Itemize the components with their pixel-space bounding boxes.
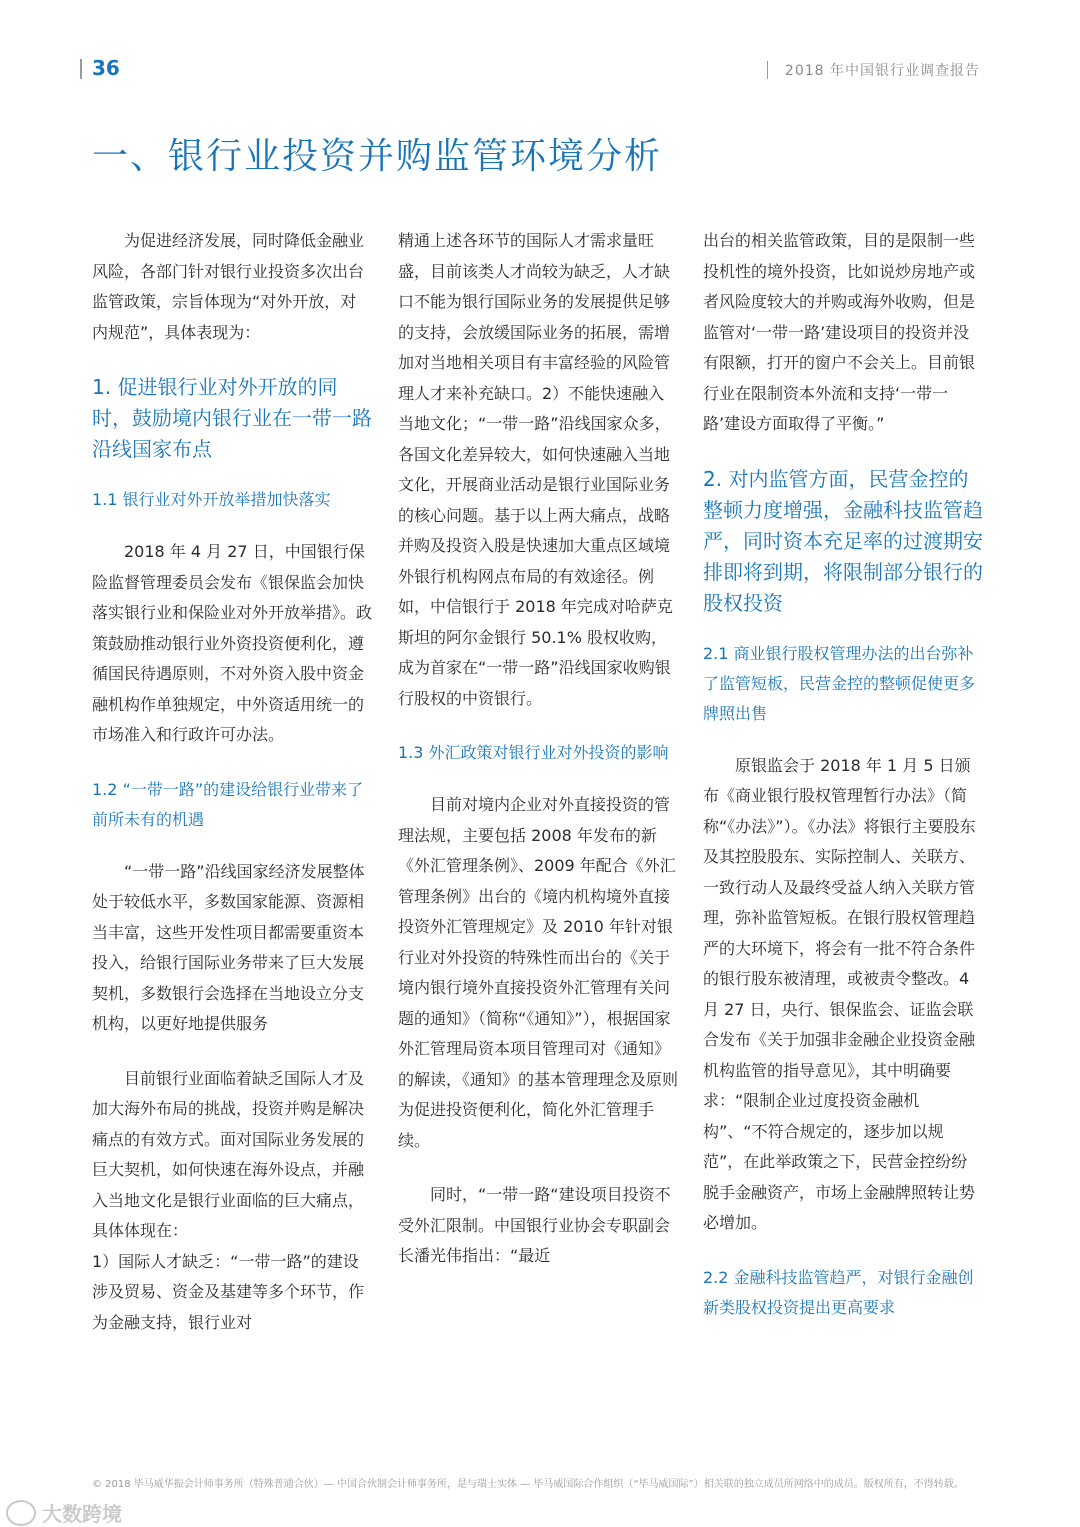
- paragraph: 为促进经济发展，同时降低金融业风险，各部门针对银行业投资多次出台监管政策，宗旨体现为“对外开放，对内规范”，具体表现为：: [92, 231, 365, 342]
- subsection-heading: 1.3 外汇政策对银行业对外投资的影响: [398, 743, 669, 762]
- paragraph: 1）国际人才缺乏：“一带一路”的建设涉及贸易、资金及基建等多个环节，作为金融支持，银行业对: [92, 1251, 365, 1332]
- subsection-heading: 1.1 银行业对外开放举措加快落实: [92, 490, 331, 509]
- subsection-heading: 2.1 商业银行股权管理办法的出台弥补了监管短板，民营金控的整顿促使更多牌照出售: [703, 643, 976, 723]
- subsection-heading: 2.2 金融科技监管趋严，对银行金融创新类股权投资提出更高要求: [703, 1267, 974, 1317]
- paragraph: 精通上述各环节的国际人才需求量旺盛，目前该类人才尚较为缺乏，人才缺口不能为银行国际业务的发展提供足够的支持，会放缓国际业务的拓展，需增加对当地相关项目有丰富经验的风险管理人才来补充缺口。2）不能快速融入当地文化；“一带一路”沿线国家众多，各国文化差异较大，如何快速融入当地文化，开展商业活动是银行业国际业务的核心问题。基于以上两大痛点，战略并购及投资入股是快速加大重点区域境外银行机构网点布局的有效途径。例如，中信银行于 2018 年完成对哈萨克斯坦的阿尔金银行 50.1% 股权收购，成为首家在“一带一路”沿线国家收购银行股权的中资银行。: [398, 231, 673, 708]
- page-number: 36: [92, 56, 120, 80]
- logo-icon: [6, 1500, 36, 1526]
- paragraph: 2018 年 4 月 27 日，中国银行保险监督管理委员会发布《银保监会加快落实银行业和保险业对外开放举措》。政策鼓励推动银行业外资投资便利化，遵循国民待遇原则，不对外资入股中资金融机构作单独规定，中外资适用统一的市场准入和行政许可办法。: [92, 542, 373, 744]
- column-middle: [398, 226, 678, 1296]
- watermark: [6, 1498, 122, 1527]
- subsection-heading: 1.2 “一带一路”的建设给银行业带来了前所未有的机遇: [92, 779, 364, 829]
- column-left: [92, 226, 372, 1362]
- watermark-text: 大数跨境: [42, 1502, 122, 1526]
- page-title: 一、银行业投资并购监管环境分析: [92, 136, 663, 177]
- paragraph: 出台的相关监管政策，目的是限制一些投机性的境外投资，比如说炒房地产或者风险度较大的并购或海外收购，但是监管对‘一带一路’建设项目的投资并没有限额，打开的窗户不会关上。目前银行业在限制资本外流和支持‘一带一路’建设方面取得了平衡。”: [703, 231, 976, 433]
- section-heading: 1. 促进银行业对外开放的同时，鼓励境内银行业在一带一路沿线国家布点: [92, 375, 372, 461]
- copyright-footer: © 2018 毕马威华振会计师事务所（特殊普通合伙）— 中国合伙制会计师事务所，是与瑞士实体 — 毕马威国际合作组织（“毕马威国际”）相关联的独立成员所网络中的成员。版权所有，不得转载。: [92, 1479, 964, 1490]
- paragraph: 原银监会于 2018 年 1 月 5 日颁布《商业银行股权管理暂行办法》（简称“《办法》”）。《办法》将银行主要股东及其控股股东、实际控制人、关联方、一致行动人及最终受益人纳入关联方管理，弥补监管短板。在银行股权管理趋严的大环境下，将会有一批不符合条件的银行股东被清理，或被责令整改。4 月 27 日，央行、银保监会、证监会联合发布《关于加强非金融企业投资金融机构监管的指导意见》，其中明确要求：“限制企业过度投资金融机构”、“不符合规定的，逐步加以规范”，在此举政策之下，民营金控纷纷脱手金融资产，市场上金融牌照转让势必增加。: [703, 755, 976, 1232]
- paragraph: 同时，“一带一路“建设项目投资不受外汇限制。中国银行业协会专职副会长潘光伟指出：“最近: [398, 1185, 671, 1265]
- column-right: [703, 226, 983, 1345]
- paragraph: “一带一路”沿线国家经济发展整体处于较低水平，多数国家能源、资源相当丰富，这些开发性项目都需要重资本投入，给银行国际业务带来了巨大发展契机，多数银行会选择在当地设立分支机构，以更好地提供服务: [92, 861, 365, 1033]
- section-heading: 2. 对内监管方面，民营金控的整顿力度增强，金融科技监管趋严，同时资本充足率的过渡期安排即将到期，将限制部分银行的股权投资: [703, 466, 983, 615]
- report-title: 2018 年中国银行业调查报告: [785, 60, 980, 80]
- paragraph: 目前对境内企业对外直接投资的管理法规，主要包括 2008 年发布的新《外汇管理条例》、2009 年配合《外汇管理条例》出台的《境内机构境外直接投资外汇管理规定》及 2010 年针对银行业对外投资的特殊性而出台的《关于境内银行境外直接投资外汇管理有关问题的通知》（简称“《通知》”），根据国家外汇管理局资本项目管理司对《通知》的解读，《通知》的基本管理理念及原则为促进投资便利化，简化外汇管理手续。: [398, 795, 679, 1150]
- paragraph: 目前银行业面临着缺乏国际人才及加大海外布局的挑战，投资并购是解决痛点的有效方式。面对国际业务发展的巨大契机，如何快速在海外设点，并融入当地文化是银行业面临的巨大痛点，具体体现在：: [92, 1068, 365, 1240]
